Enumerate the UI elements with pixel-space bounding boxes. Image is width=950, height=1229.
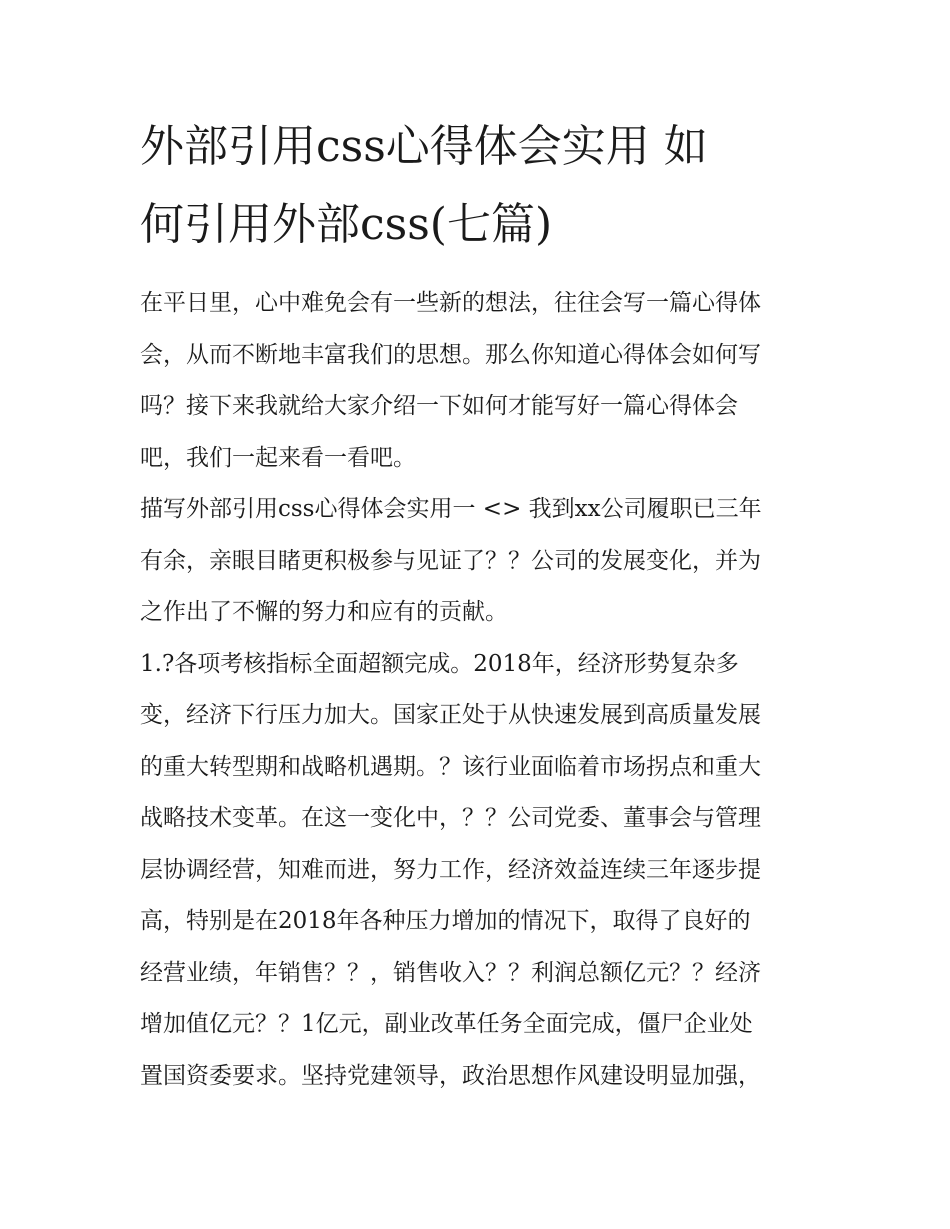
- document-content: [140, 108, 820, 1102]
- paragraph-line: 吗？接下来我就给大家介绍一下如何才能写好一篇心得体会: [140, 393, 738, 419]
- paragraph-line: 层协调经营，知难而进，努力工作，经济效益连续三年逐步提: [140, 856, 761, 883]
- title-line: 何引用外部css(七篇): [140, 199, 553, 250]
- paragraph-line: 置国资委要求。坚持党建领导，政治思想作风建设明显加强，: [140, 1062, 761, 1089]
- paragraph-line: 1.?各项考核指标全面超额完成。2018年，经济形势复杂多: [140, 650, 739, 677]
- paragraph-line: 变，经济下行压力加大。国家正处于从快速发展到高质量发展: [140, 702, 761, 728]
- body-paragraph-2: [140, 639, 820, 1103]
- document-title: [140, 108, 820, 264]
- paragraph-line: 会，从而不断地丰富我们的思想。那么你知道心得体会如何写: [140, 341, 761, 368]
- paragraph-line: 吧，我们一起来看一看吧。: [140, 444, 416, 471]
- paragraph-line: 的重大转型期和战略机遇期。？该行业面临着市场拐点和重大: [140, 753, 761, 780]
- intro-paragraph: [140, 278, 820, 484]
- paragraph-line: 之作出了不懈的努力和应有的贡献。: [140, 599, 508, 625]
- paragraph-line: 描写外部引用css心得体会实用一 <> 我到xx公司履职已三年: [140, 496, 762, 522]
- title-line: 外部引用css心得体会实用 如: [140, 121, 708, 172]
- paragraph-line: 战略技术变革。在这一变化中，？？公司党委、董事会与管理: [140, 805, 761, 831]
- paragraph-line: 高，特别是在2018年各种压力增加的情况下，取得了良好的: [140, 908, 751, 934]
- paragraph-line: 经营业绩，年销售？？，销售收入？？利润总额亿元？？经济: [140, 959, 761, 986]
- paragraph-line: 有余，亲眼目睹更积极参与见证了？？公司的发展变化，并为: [140, 547, 761, 574]
- paragraph-line: 在平日里，心中难免会有一些新的想法，往往会写一篇心得体: [140, 290, 761, 316]
- paragraph-line: 增加值亿元？？1亿元，副业改革任务全面完成，僵尸企业处: [140, 1011, 753, 1037]
- body-paragraph-1: [140, 484, 820, 639]
